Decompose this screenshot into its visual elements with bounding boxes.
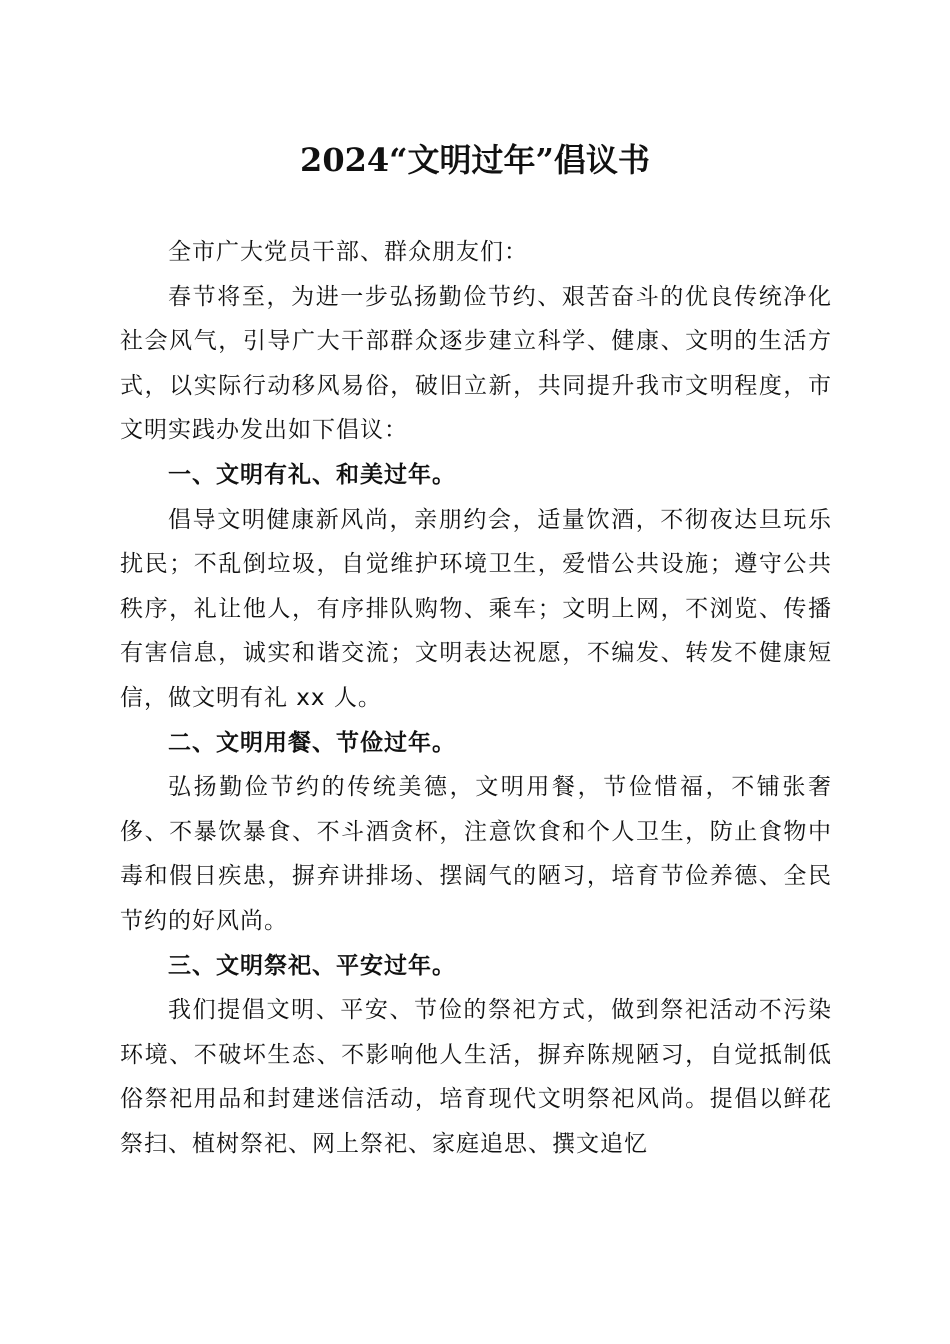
section-body-2: 弘扬勤俭节约的传统美德，文明用餐，节俭惜福，不铺张奢侈、不暴饮暴食、不斗酒贪杯，注意饮食和个人卫生，防止食物中毒和假日疾患，摒弃讲排场、摆阔气的陋习，培育节俭养德、全民节约的好风尚。 xyxy=(120,774,832,934)
document-title: 2024“文明过年”倡议书 xyxy=(300,141,650,179)
intro-paragraph: 春节将至，为进一步弘扬勤俭节约、艰苦奋斗的优良传统净化社会风气，引导广大干部群众逐步建立科学、健康、文明的生活方式，以实际行动移风易俗，破旧立新，共同提升我市文明程度，市文明实践办发出如下倡议： xyxy=(120,283,832,444)
section-body-1: 倡导文明健康新风尚，亲朋约会，适量饮酒，不彻夜达旦玩乐扰民；不乱倒垃圾，自觉维护环境卫生，爱惜公共设施；遵守公共秩序，礼让他人，有序排队购物、乘车；文明上网，不浏览、传播有害信息，诚实和谐交流；文明表达祝愿，不编发、转发不健康短信，做文明有礼 xx 人。 xyxy=(120,506,832,711)
section-body-3: 我们提倡文明、平安、节俭的祭祀方式，做到祭祀活动不污染环境、不破坏生态、不影响他人生活，摒弃陈规陋习，自觉抵制低俗祭祀用品和封建迷信活动，培育现代文明祭祀风尚。提倡以鲜花祭扫、植树祭祀、网上祭祀、家庭追思、撰文追忆 xyxy=(120,997,832,1157)
document-body xyxy=(120,230,832,1166)
section-heading-1: 一、文明有礼、和美过年。 xyxy=(168,461,456,488)
section-heading-2: 二、文明用餐、节俭过年。 xyxy=(168,729,456,756)
section-heading-3: 三、文明祭祀、平安过年。 xyxy=(168,952,456,979)
salutation: 全市广大党员干部、群众朋友们： xyxy=(168,239,528,265)
